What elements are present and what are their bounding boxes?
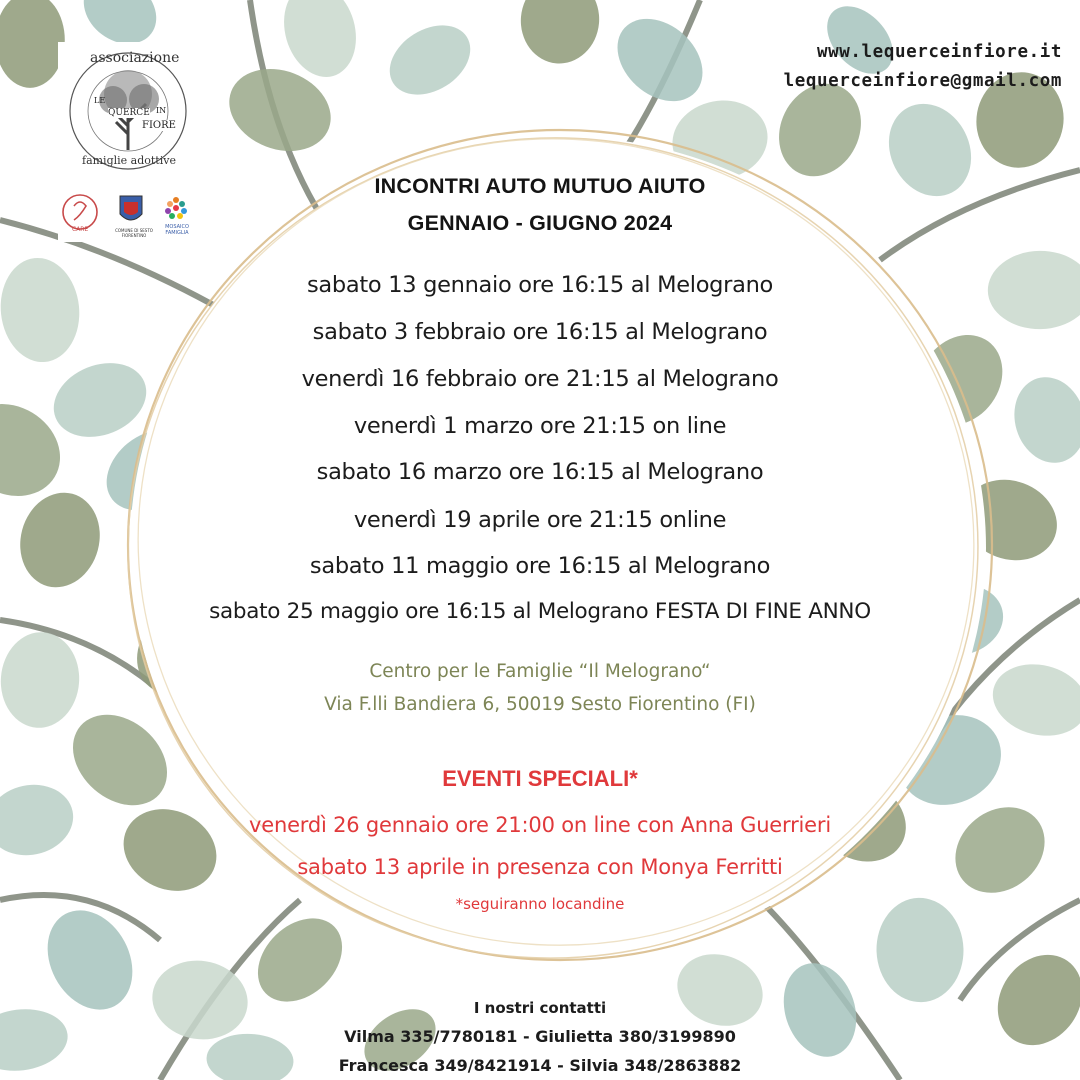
contacts-line: Francesca 349/8421914 - Silvia 348/2863882 xyxy=(338,1056,742,1075)
leaf-shape xyxy=(601,2,719,118)
page-subtitle: GENNAIO - GIUGNO 2024 xyxy=(407,211,673,235)
partner-mosaico-label: MOSAICO FAMIGLIA xyxy=(165,224,189,236)
partner-care-label: CARE xyxy=(72,226,89,233)
leaf-shape xyxy=(10,484,110,597)
special-events-title: EVENTI SPECIALI* xyxy=(442,766,638,791)
leaf-shape xyxy=(0,254,84,366)
leaf-shape xyxy=(0,0,65,88)
special-events-note: *seguiranno locandine xyxy=(455,895,625,913)
email-link[interactable]: lequerceinfiore@gmail.com xyxy=(783,71,1062,91)
schedule-item: venerdì 1 marzo ore 21:15 on line xyxy=(353,413,727,439)
logo-text-top: associazione xyxy=(90,50,180,66)
logo-text-in: IN xyxy=(156,106,167,115)
page-title: INCONTRI AUTO MUTUO AIUTO xyxy=(374,174,706,198)
association-logo xyxy=(58,42,198,180)
venue-address: Via F.lli Bandiera 6, 50019 Sesto Fiorentino (FI) xyxy=(324,694,756,715)
schedule-item: sabato 3 febbraio ore 16:15 al Melograno xyxy=(312,319,768,345)
leaf-shape xyxy=(938,789,1062,910)
venue-name: Centro per le Famiglie “Il Melograno“ xyxy=(369,661,711,682)
schedule-item: sabato 16 marzo ore 16:15 al Melograno xyxy=(316,459,764,485)
leaf-shape xyxy=(668,943,773,1037)
leaf-shape xyxy=(377,11,483,109)
logo-text-bottom: famiglie adottive xyxy=(82,154,176,167)
schedule-item: sabato 11 maggio ore 16:15 al Melograno xyxy=(309,553,771,579)
website-link[interactable]: www.lequerceinfiore.it xyxy=(817,42,1062,62)
logo-text-le: LE xyxy=(94,96,106,105)
contacts-line: Vilma 335/7780181 - Giulietta 380/3199890 xyxy=(344,1027,736,1046)
special-event-item: sabato 13 aprile in presenza con Monya Ferritti xyxy=(297,855,783,879)
leaf-shape xyxy=(110,794,230,905)
header-contacts xyxy=(784,38,1062,96)
schedule-item: sabato 13 gennaio ore 16:15 al Melograno xyxy=(306,272,774,298)
contacts-title: I nostri contatti xyxy=(473,999,607,1017)
logo-text-querce: QUERCE xyxy=(108,108,150,118)
schedule-item: sabato 25 maggio ore 16:15 al Melograno FESTA DI FINE ANNO xyxy=(209,599,871,624)
special-event-item: venerdì 26 gennaio ore 21:00 on line con Anna Guerrieri xyxy=(249,813,831,837)
logo-text-fiore: FIORE xyxy=(142,120,176,131)
partner-comune-label: COMUNE DI SESTO FIORENTINO xyxy=(115,228,153,238)
leaf-shape xyxy=(517,0,603,67)
schedule-item: venerdì 19 aprile ore 21:15 online xyxy=(353,507,727,533)
schedule-item: venerdì 16 febbraio ore 21:15 al Melograno xyxy=(301,366,779,392)
